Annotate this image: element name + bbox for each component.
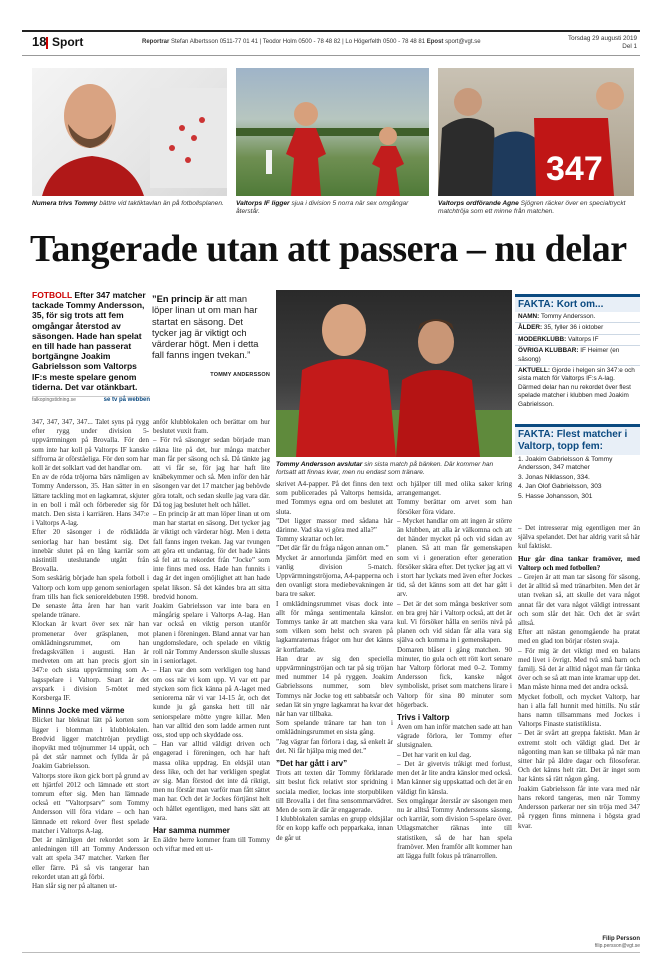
paragraph: Efter 20 säsonger i de rödklädda seniorlag har han bestämt sig. Det innebär slutet på en lång karriär som nästintill uteslutande utgått från Brovalla. bbox=[32, 528, 149, 574]
top-rule bbox=[22, 30, 640, 32]
issue-date bbox=[568, 35, 637, 51]
paragraph: anför klubblokalen och berättar om hur beslutet vuxit fram. bbox=[153, 418, 270, 436]
photo-caption-4 bbox=[276, 461, 512, 478]
paragraph: – Han var alltid väldigt driven och engagerad i föreningen, och har haft massa olika uppdrag. En eldsjäl utan dess like, och det har verkligen speglat av sig. Man förstod det inte då riktigt, men nu förstår man varför man fått sättet man har. Och det är Jockes förtjänst helt och hållet egentligen, med hans sätt att vara. bbox=[153, 740, 270, 822]
fakta-list-item: 1. Joakim Gabrielsson & Tommy Andersson, 347 matcher bbox=[518, 456, 613, 472]
paragraph: Som spelande tränare tar han ton i omklädningsrummet en sista gång. bbox=[276, 719, 393, 737]
photo-caption-3 bbox=[438, 200, 634, 217]
subheading: ”Det har gått i arv” bbox=[276, 759, 348, 769]
email-address[interactable]: sport@vgt.se bbox=[445, 39, 481, 45]
date-text: Torsdag 29 augusti 2019 bbox=[568, 35, 637, 42]
byline-name: Filip Persson bbox=[602, 936, 640, 942]
caption-lead: Valtorps IF ligger bbox=[236, 200, 290, 207]
jersey-number: 347 bbox=[546, 150, 603, 188]
article-headline: Tangerade utan att passera – nu delar bbox=[30, 228, 627, 270]
fakta-value: Tommy Andersson. bbox=[539, 313, 596, 320]
fakta-label: MODERKLUBB: bbox=[518, 335, 567, 343]
caption-text: Sjögren räcker över en specialtryckt matchtröja som ett minne från matchen. bbox=[438, 200, 626, 216]
fakta-row bbox=[515, 346, 640, 366]
paragraph: Tommy skrattar och ler. bbox=[276, 535, 344, 544]
paragraph: Som seskärig började han spela fotboll i Valtorp och kom upp genom seniorlagen fram tills han fick senioreldebuten 1998. De senaste åtta åren har han varit spelande tränare. bbox=[32, 574, 149, 620]
paragraph: Klockan är kvart över sex när han promenerar över gräsplanen, mot omklädningsrummet, om han fredagskvällen i augusti. Han är medveten om att han precis gjort sin 347:e och sista uppvärmning som A-lagsspelare i Valtorp. Snart är det avspark i division 5-mötet med Korsberga IF. bbox=[32, 620, 149, 703]
paragraph: Mycket fotboll, och mycket Valtorp, har han i alla fall hunnit med hittills. Nu står hans namn tillsammans med Jockes i Valtorps Finaste statistiklista. bbox=[518, 692, 640, 729]
page-number-divider bbox=[46, 37, 48, 49]
paragraph: Blicket har bleknat lätt på korten som ligger i blomman i klubblokalen. Bredvid ligger matchtröjan prydligt ihopvikt med tröjnummer 14 uppåt, och på det står namnet och fyllda år på Joakim Gabrielsson. bbox=[32, 716, 149, 771]
paragraph: – För mig är det viktigt med en balans med livet i övrigt. Med två små barn och familj. Så det är alltid något man får tänka över och se så att man inte kramar upp det. Man måste hinna med det andra också. bbox=[518, 646, 640, 692]
body-column-2 bbox=[153, 418, 270, 854]
paragraph: – Det har varit en kul dag. bbox=[397, 750, 472, 759]
fakta-box-profile bbox=[515, 294, 640, 410]
paragraph: – Det är givetvis tråkigt med forlust, men det är lite andra känslor med också. Man känner sig uppskattad och det är en väldigt fin känsla. bbox=[397, 759, 512, 796]
subheading: Har samma nummer bbox=[153, 825, 230, 835]
caption-lead: Numera trivs Tommy bbox=[32, 200, 98, 207]
fakta-label: ÖVRIGA KLUBBAR: bbox=[518, 347, 579, 355]
caption-lead: Valtorps ordförande Agne bbox=[438, 200, 519, 207]
paragraph: – För två säsonger sedan började man räkna lite på det, hur många matcher man får per säsong och så. Då tänkte jag att vi får se, för jag har haft lite knäbekymmer och så. Men inför den här säsongen var det 17 matcher jag behövde göra totalt, och sedan skulle jag vara där. Då tog jag beslutet helt och hållet. bbox=[153, 436, 271, 509]
fakta-label: NAMN: bbox=[518, 313, 540, 320]
photo-bench bbox=[276, 290, 512, 457]
fakta-list-item: 5. Hasse Johansson, 301 bbox=[518, 492, 593, 500]
ingress-kicker: FOTBOLL bbox=[32, 290, 72, 300]
fakta-row bbox=[515, 366, 640, 410]
paragraph: och hjälper till med olika saker kring arrangemanget. bbox=[397, 480, 512, 498]
paragraph: – Han var den som verkligen tog hand om oss när vi kom upp. Vi var ett par stycken som fick känna på A-laget med seniorerna när vi var 14-15 år, och det kunde ju gå ganska hett till när seniorspelare mötte yngre killar. Men han var alltid den som ladde armen runt oss, stod upp och skyddade oss. bbox=[153, 666, 270, 739]
fakta-value: IF Heimer (en säsong) bbox=[518, 347, 620, 363]
fakta-value: Valtorps IF bbox=[566, 335, 599, 343]
fakta-label: ÅLDER: bbox=[518, 324, 543, 332]
paragraph: – Mycket handlar om att ingen är större än klubben, att alla är välkomna och att det händer mycket på och vid sidan av planen. Så att man får gemenskapen som vi i generation efter generation försöker skära efter. Det tycker jag att vi i stort har lyckats med även efter Jockes tid, så det känns som att det har gått i arv. bbox=[397, 516, 512, 599]
byline-email[interactable]: filip.persson@vgt.se bbox=[594, 943, 640, 949]
fakta-list-item: 4. Jan Olof Gabrielsson, 303 bbox=[518, 483, 602, 491]
paragraph: En äldre herre kommer fram till Tommy och viftar med ett ut- bbox=[153, 835, 270, 854]
pull-quote-lead: ”En princip är bbox=[152, 294, 214, 304]
body-column-3 bbox=[276, 480, 393, 843]
paragraph: Joakim Gabrielsson var inte bara en mångårig spelare i Valtorps A-lag. Han var också en viktig person utanför planen i föreningen. Bland annat var han ungdomsledare, och spelade en viktig roll när Tommy Andersson skulle slussas in i seniorlaget. bbox=[153, 602, 270, 666]
article-ingress bbox=[32, 290, 150, 392]
portrait-illustration bbox=[32, 68, 227, 196]
paragraph: En av de róda tröjorna bärs nämligen av Tommy Andersson, 35. Han sätter in en lättare tackling mot en lagkamrat, skjuter in en boll i mål och förbereder sig för match. Den sista i karriären. Hans 347:e i Valtorps A-lag. bbox=[32, 473, 149, 528]
page-header bbox=[32, 36, 637, 54]
question: Hur går dina tankar framöver, med Valtorp och med fotbollen? bbox=[518, 554, 640, 572]
paragraph: I omklädningsrummet visas dock inte allt för många sentimentala känslor. Tommys tanke är att matchen ska vara som vilken som helst och svaren på lagkamraternas frågor om hur det känns är kortfattade. bbox=[276, 599, 393, 654]
pull-quote bbox=[152, 294, 270, 378]
paragraph: – En princip är att man löper linan ut om man har startat en säsong. Det tycker jag är viktigt och värderar högt. Men i detta fall fanns ingen tvekan. Jag var tvungen att göra ett undantag, för det hade känts så fel att ta rekordet från ”Jocke” som inte finns med oss. Hade han funnits i dag är det ingen omöjlighet att han hade spelat likson. Så det kändes bra att sitta bredvid honom. bbox=[153, 510, 270, 601]
photo-match-action bbox=[236, 68, 429, 196]
paragraph: I klubblokalen samlas en grupp eldsjälar för en kopp kaffe och pepparkaka, innan de går ut bbox=[276, 815, 393, 842]
web-site: falkopingstidning.se bbox=[32, 397, 76, 403]
paragraph: Joakim Gabrielsson får inte vara med när hans rekord tangeras, men när Tommy Andersson parkerar ner sin tröja med 347 på ryggen finns minnena i högsta grad kvar. bbox=[518, 784, 640, 830]
caption-text: sin sista match på bänken. Där kommer han fortsatt att finnas kvar, men nu endast som tränare. bbox=[276, 461, 494, 477]
staff-line bbox=[142, 39, 481, 45]
body-column-5 bbox=[518, 524, 640, 831]
fakta-list-item: 3. Jonas Niklasson, 334. bbox=[518, 473, 590, 481]
caption-text: sjua i division 5 norra när sex omgångar återstår. bbox=[236, 200, 409, 216]
paragraph: Mycket är annorlunda jämfört med en vanlig division 5-match. Uppvärmningströjorna, A4-papperna och den ovanligt stora mediebevakningen är bara tre saker. bbox=[276, 553, 393, 599]
byline bbox=[570, 936, 640, 950]
web-tv-link[interactable] bbox=[32, 396, 150, 406]
paragraph: Han drar av sig den speciella uppvärmningströjan och tar på sig tröjan med nummer 14 på ryggen. Joakim Gabrielssons nummer, som blev Tommys när Jocke tog ett sabbatsår och sedan lät sin yngre lagkamrat ha kvar det när han var tillbaka. bbox=[276, 654, 393, 719]
fakta-row bbox=[515, 335, 640, 346]
paragraph: Domaren blåser i gång matchen. 90 minuter, tio gula och ett rött kort senare har Valtorp förlorat med 0–2. Tommy Andersson fick, kanske något symboliskt, priset som matchens lirare i Valtorp för sina 80 minuter som högerback. bbox=[397, 645, 512, 709]
section-name: Sport bbox=[52, 35, 84, 49]
staff-label: Reportrar bbox=[142, 39, 170, 45]
photo-jersey-handover bbox=[438, 68, 634, 196]
paragraph: Han slår sig ner på altanen ut- bbox=[32, 881, 118, 890]
subheading: Trivs i Valtorp bbox=[397, 713, 450, 723]
fakta-label: AKTUELL: bbox=[518, 367, 550, 375]
caption-text: bättre vid taktiktavlan än på fotbollsplanen. bbox=[97, 200, 224, 207]
fakta-row bbox=[515, 312, 640, 323]
paragraph: Sex omgångar återstår av säsongen men nu är alltså Tommy Anderssons säsong, och karriär, som division 5-spelare över. Utlagsmatcher räknas inte till statistiken, så de har han spela framöver. Men framför allt kommer han att lägga fullt fokus på tränarrollen. bbox=[397, 796, 512, 860]
paragraph: Tommy berättar om arvet som han försöker föra vidare. bbox=[397, 498, 512, 516]
paragraph: Efter att nästan genomgående ha pratat med en glad ton börjar rösten svaja. bbox=[518, 628, 640, 646]
paragraph: – Det är svårt att greppa faktiskt. Man är extremt stolt och väldigt glad. Det är någonting man kan se tillbaka på när man sitter här på äldre dagar och filosoferar. Och det känns helt rätt. Det är inget som har känts så rätt någon gång. bbox=[518, 729, 640, 784]
pull-quote-text: att man löper linan ut om man har startat en säsong. Det tycker jag är viktigt och värderar högt. Men i detta fall fanns ingen tvekan.” bbox=[152, 294, 259, 361]
match-illustration bbox=[236, 68, 429, 196]
paragraph: skrivet A4-papper. På det finns den text som publicerades på Valtorps hemsida, med Tommys egna ord om beslutet att sluta. bbox=[276, 480, 393, 516]
body-column-4 bbox=[397, 480, 512, 861]
photo-caption-2 bbox=[236, 200, 429, 217]
bottom-rule bbox=[22, 952, 640, 953]
fakta-title: FAKTA: Flest matcher i Valtorp, topp fem: bbox=[515, 424, 640, 455]
fakta-value: Gjorde i helgen sin 347:e och sista match för Valtorps IF:s A-lag. Därmed delar han nu rekordet över flest spelade matcher i klubben med Joakim Gabrielsson. bbox=[518, 367, 635, 408]
paragraph: Aven om han inför matchen sade att han vägrade förlora, ler Tommy efter slutsignalen. bbox=[397, 723, 512, 750]
paragraph: ”Det där får du fråga någon annan om.” bbox=[276, 544, 389, 553]
paragraph: – Det är det som många beskriver som en bra grej här i Valtorp också, att det är kul. Vi försöker hålla en seriös nivå på planen och vid sidan får alla vara sig själva och komma in i gemenskapen. bbox=[397, 599, 512, 645]
paragraph: – Grejen är att man tar säsong för säsong, det är alltid så med tränarbiten. Men det är utan tvekan så, att skulle det vara något annat får det vara något väldigt intressant och som slår det här. Och det är svårt alltså. bbox=[518, 573, 640, 628]
fakta-title: FAKTA: Kort om... bbox=[515, 294, 640, 312]
paragraph: Trots att texten där Tommy förklarade sitt beslut fick relativt stor spridning i sociala medier, lockas inte storpubliken till Brovalla i det fina sensommarvädret. Men de som är där är engagerade. bbox=[276, 769, 393, 814]
page-number: 18 bbox=[32, 34, 47, 49]
pull-quote-source: TOMMY ANDERSSON bbox=[210, 371, 270, 378]
fakta-row bbox=[515, 323, 640, 334]
ingress-text: Efter 347 matcher tackade Tommy Andersson, 35, för sig trots att fem omgångar återstod av säsongen. Hade han spelat en till hade han passerat bortgängne Joakim Gabrielsson som Valtorps IF:s meste spelare genom tiderna. Det var otänkbart. bbox=[32, 290, 146, 392]
part-text: Del 1 bbox=[622, 43, 637, 50]
paragraph: Valtorps store ikon gick bort på grund av ett hjärtfel 2012 och lämnade ett stort tomrum efter sig. Men han lämnade också ett ”Valtorpsarv” som Tommy Andersson vill föra vidare – och han lämnade ett rekord över flest spelade matcher i Valtorps A-lag. bbox=[32, 771, 149, 835]
handover-illustration bbox=[438, 68, 634, 196]
caption-lead: Tommy Andersson avslutar bbox=[276, 461, 363, 468]
subheading: Minns Jocke med värme bbox=[32, 706, 125, 716]
paragraph: Det är nämligen det rekordet som är anledningen till att Tommy Andersson valt att spela 347 matcher. Varken fler eller färre. På så vis tangerar han rekordet utan att gå förbi. bbox=[32, 835, 149, 881]
fakta-box-top-five bbox=[515, 424, 640, 501]
paragraph: 347, 347, 347, 347... Talet syns på rygg efter rygg under division 5-uppvärmningen på Brovalla. För den som inte har koll på Valtorps IF kanske siffrorna är oförståeliga. För den som har koll är det solklart vad det handlar om. bbox=[32, 418, 149, 473]
staff-text: Stefan Albertsson 0511-77 01 41 | Teodor Holm 0500 - 78 48 82 | Lo Högerfelth 0500 - 78 48 81 bbox=[171, 39, 426, 45]
photo-tommy-portrait bbox=[32, 68, 227, 196]
paragraph: ”Det ligger massor med sådana här därinne. Vad ska vi göra med alla?” bbox=[276, 516, 393, 535]
fakta-value: 35, fyller 36 i oktober bbox=[542, 324, 604, 332]
web-link-label: se tv på webben bbox=[103, 397, 150, 403]
paragraph: ”Jag vägrar fan förlora i dag, så enkelt är det. Ni får hjälpa mig med det.” bbox=[276, 737, 393, 755]
email-label: Epost bbox=[426, 39, 444, 45]
paragraph: – Det intresserar mig egentligen mer än själva spelandet. Det har aldrig varit så här kul faktiskt. bbox=[518, 524, 640, 551]
bench-illustration bbox=[276, 290, 512, 457]
header-rule bbox=[22, 55, 640, 56]
photo-caption-1 bbox=[32, 200, 227, 208]
body-column-1 bbox=[32, 418, 149, 891]
